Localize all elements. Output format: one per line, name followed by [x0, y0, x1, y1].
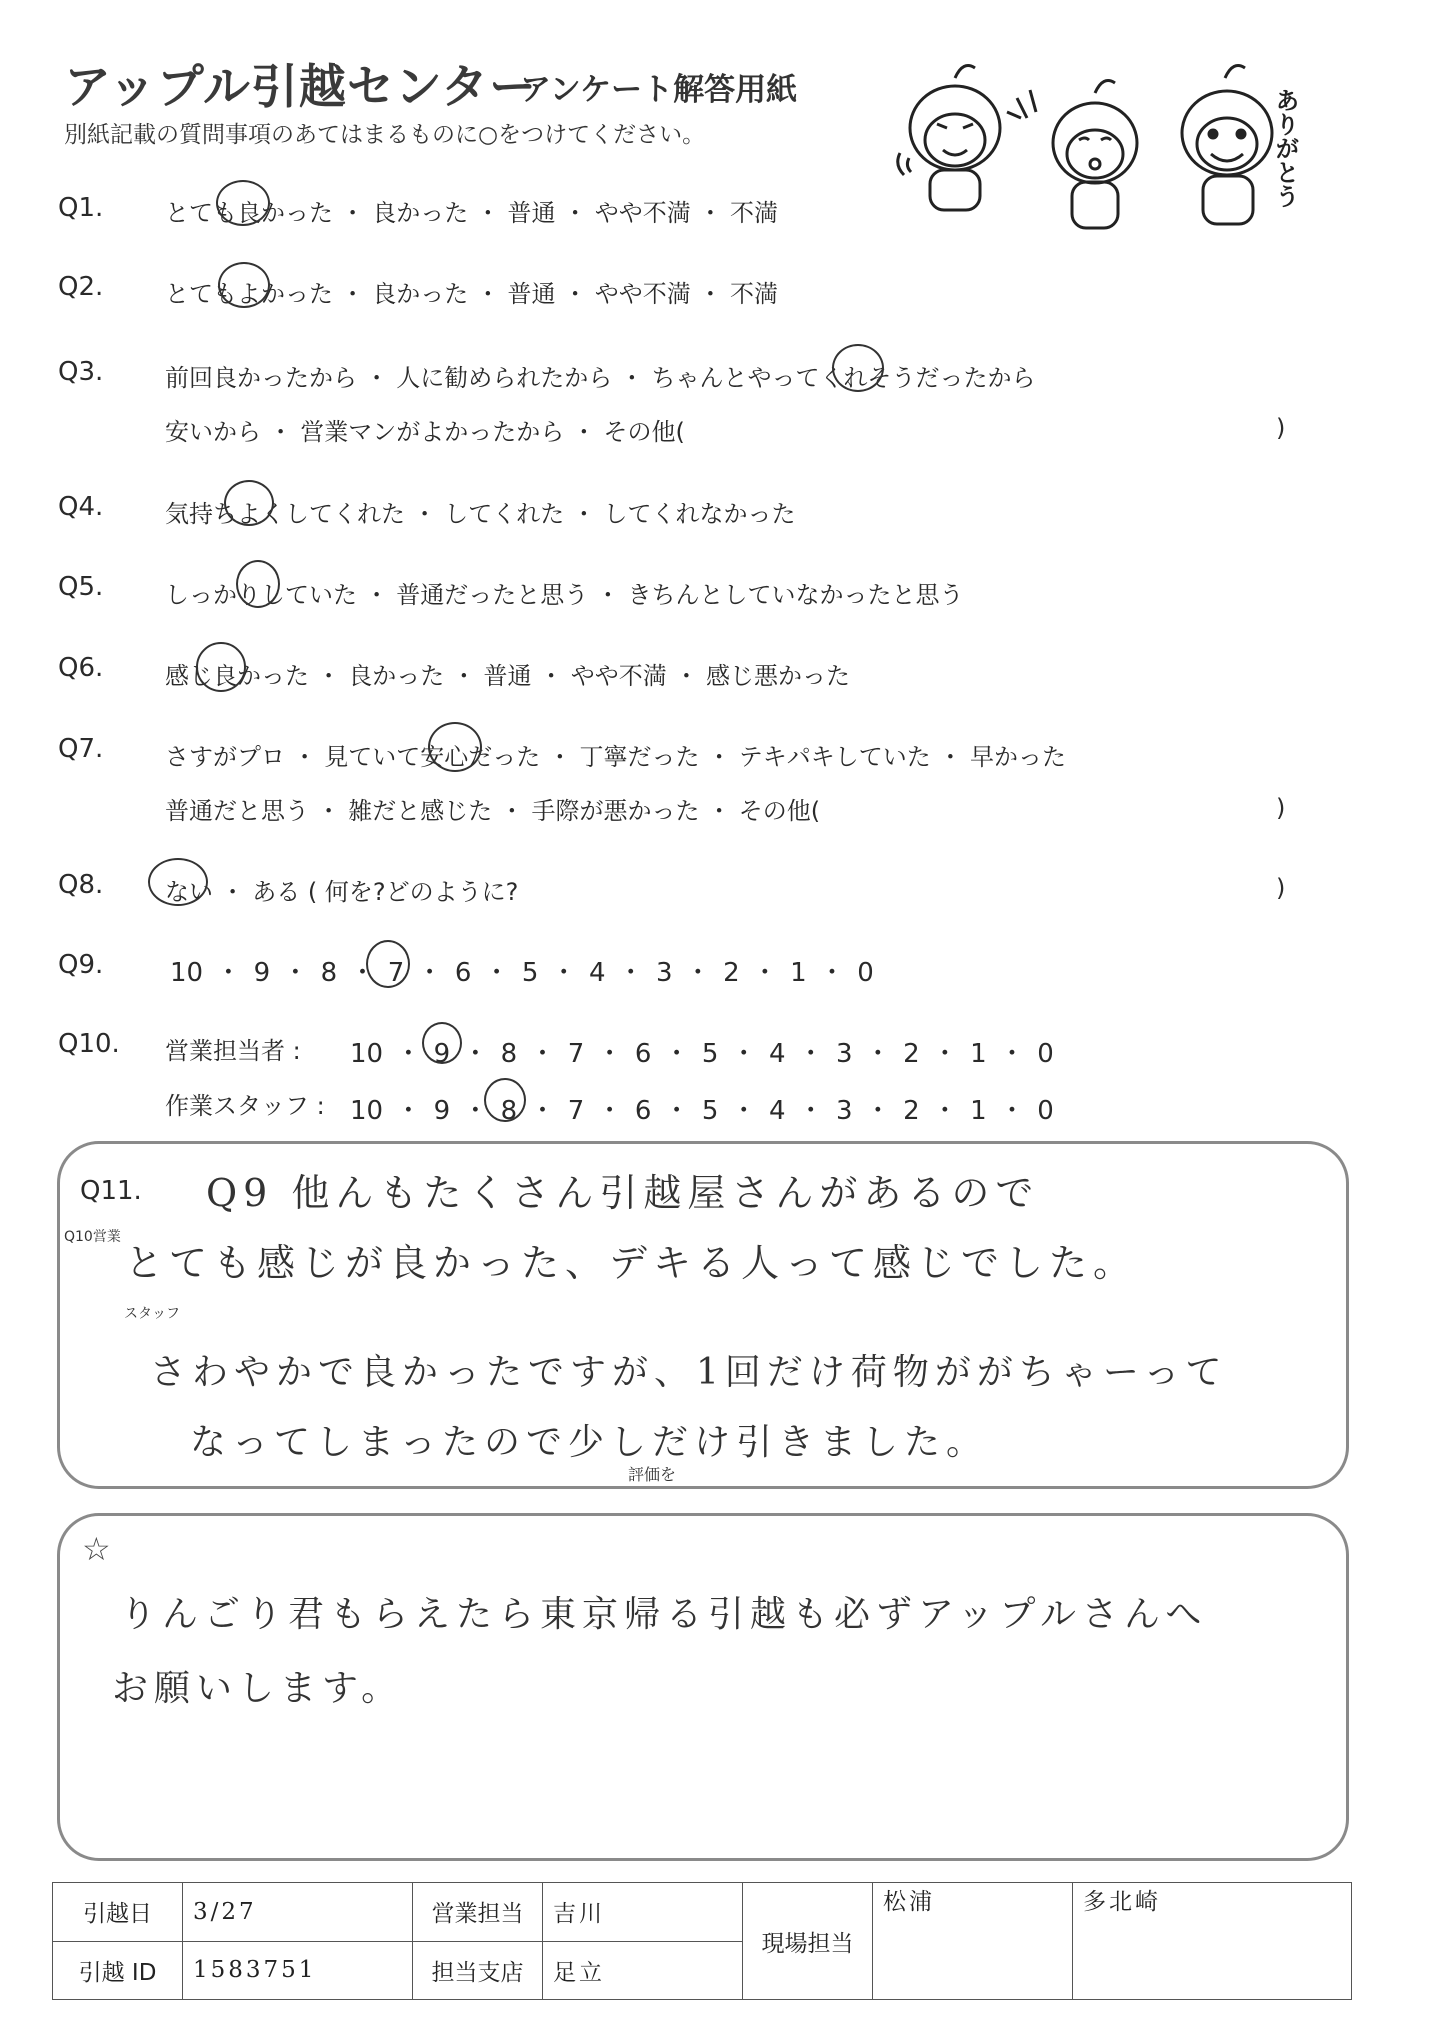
staff-note: スタッフ [124, 1306, 180, 1322]
q2-options[interactable]: とてもよかった ・ 良かった ・ 普通 ・ やや不満 ・ 不満 [165, 280, 779, 308]
q8-label: Q8. [58, 870, 104, 900]
q7-options-line2[interactable]: 普通だと思う ・ 雑だと感じた ・ 手際が悪かった ・ その他( [165, 797, 821, 825]
q7-options-line1[interactable]: さすがプロ ・ 見ていて安心だった ・ 丁寧だった ・ テキパキしていた ・ 早かった [165, 743, 1067, 771]
q3-label: Q3. [58, 357, 104, 387]
q4-label: Q4. [58, 492, 104, 522]
q10-sales-answer-circle [422, 1022, 462, 1064]
q10-staff-scale[interactable]: 10 ・ 9 ・ 8 ・ 7 ・ 6 ・ 5 ・ 4 ・ 3 ・ 2 ・ 1 ・ 0 [350, 1096, 1054, 1126]
move-date-value: 3/27 [183, 1883, 413, 1942]
star-icon: ☆ [82, 1530, 111, 1568]
extra-line-2: お願いします。 [112, 1668, 404, 1709]
sales-rep-value: 吉川 [543, 1883, 743, 1942]
q9-scale[interactable]: 10 ・ 9 ・ 8 ・ 7 ・ 6 ・ 5 ・ 4 ・ 3 ・ 2 ・ 1 ・ 0 [170, 958, 874, 988]
q7-answer-circle [428, 722, 482, 772]
q6-answer-circle [196, 642, 246, 692]
q8-answer-circle [148, 858, 208, 906]
q6-options[interactable]: 感じ良かった ・ 良かった ・ 普通 ・ やや不満 ・ 感じ悪かった [165, 662, 851, 690]
q9-answer-circle [366, 940, 410, 988]
form-subtitle: アンケート解答用紙 [520, 72, 798, 108]
comment-line-3a: さわやかで良かったですが、1回だけ荷物ががちゃーって [150, 1352, 1228, 1393]
mascot-thanks-text: ありがとう [1271, 88, 1299, 208]
q3-options-line1[interactable]: 前回良かったから ・ 人に勧められたから ・ ちゃんとやってくれそうだったから [165, 364, 1036, 392]
evaluation-note: 評価を [628, 1465, 677, 1484]
q5-answer-circle [236, 560, 280, 608]
comment-line-1: Q9 他んもたくさん引越屋さんがあるので [206, 1171, 1040, 1215]
q3-options-line2[interactable]: 安いから ・ 営業マンがよかったから ・ その他( [165, 418, 685, 446]
move-id-value: 1583751 [183, 1941, 413, 2000]
q5-options[interactable]: しっかりしていた ・ 普通だったと思う ・ きちんとしていなかったと思う [165, 581, 964, 609]
q6-label: Q6. [58, 653, 104, 683]
monkey-mascots-illustration [895, 58, 1315, 243]
branch-label: 担当支店 [413, 1941, 543, 2000]
q8-options[interactable]: ない ・ ある ( 何を?どのように? [165, 878, 519, 906]
q10-label: Q10. [58, 1029, 120, 1059]
site-rep-label: 現場担当 [743, 1883, 873, 2000]
move-date-label: 引越日 [53, 1883, 183, 1942]
q2-label: Q2. [58, 272, 104, 302]
q3-close-paren: ) [1276, 414, 1286, 442]
q10-staff-label: 作業スタッフ : [165, 1092, 325, 1120]
sales-rep-label: 営業担当 [413, 1883, 543, 1942]
instruction-text: 別紙記載の質問事項のあてはまるものに○をつけてください。 [64, 122, 706, 148]
branch-value: 足立 [543, 1941, 743, 2000]
move-info-table [52, 1882, 1352, 2000]
extra-line-1: りんごり君もらえたら東京帰る引越も必ずアップルさんへ [120, 1594, 1208, 1635]
q8-close-paren: ) [1276, 874, 1286, 902]
q7-close-paren: ) [1276, 794, 1286, 822]
q1-answer-circle [216, 180, 270, 226]
q3-answer-circle [832, 344, 884, 392]
q7-label: Q7. [58, 734, 104, 764]
move-id-label: 引越 ID [53, 1941, 183, 2000]
q9-label: Q9. [58, 950, 104, 980]
q2-answer-circle [218, 262, 270, 308]
q11-label: Q11. [80, 1176, 142, 1206]
q4-options[interactable]: 気持ちよくしてくれた ・ してくれた ・ してくれなかった [165, 500, 796, 528]
q5-label: Q5. [58, 572, 104, 602]
q10-sales-label: 営業担当者 : [165, 1037, 301, 1065]
q10-note: Q10営業 [64, 1229, 121, 1245]
q4-answer-circle [224, 480, 274, 526]
comment-line-3b: なってしまったので少しだけ引きました。 [190, 1422, 989, 1463]
comment-line-2: とても感じが良かった、デキる人って感じでした。 [125, 1241, 1138, 1285]
q1-label: Q1. [58, 193, 104, 223]
site-rep-value-2: 多北崎 [1073, 1883, 1352, 2000]
company-title: アップル引越センター [64, 60, 537, 115]
q1-options[interactable]: とても良かった ・ 良かった ・ 普通 ・ やや不満 ・ 不満 [165, 199, 779, 227]
site-rep-value-1: 松浦 [873, 1883, 1073, 2000]
q10-sales-scale[interactable]: 10 ・ 9 ・ 8 ・ 7 ・ 6 ・ 5 ・ 4 ・ 3 ・ 2 ・ 1 ・ 0 [350, 1039, 1054, 1069]
q10-staff-answer-circle [484, 1078, 526, 1122]
